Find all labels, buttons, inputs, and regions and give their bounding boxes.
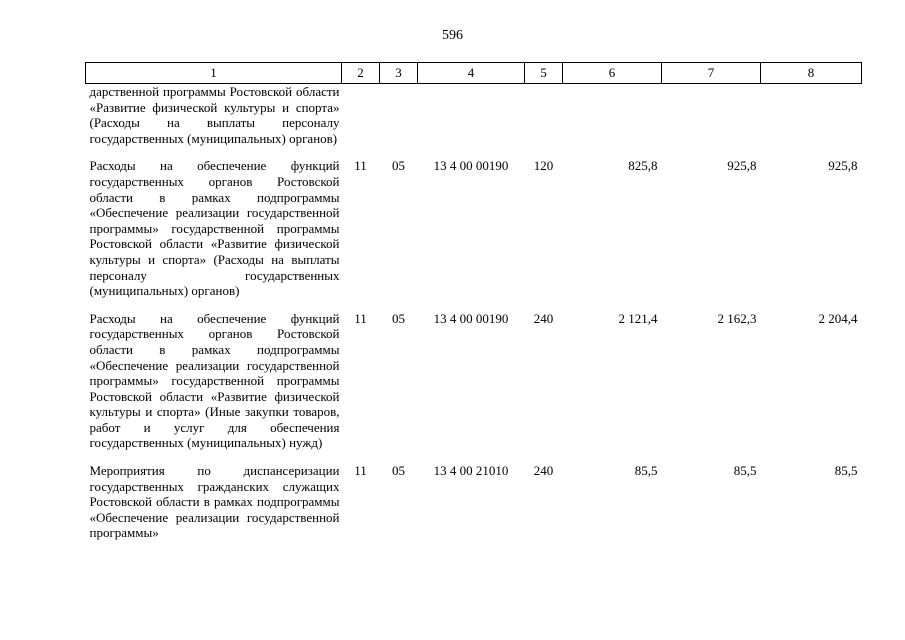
cell-value-7: 925,8 <box>727 158 757 174</box>
row-description: Расходы на обеспечение функций государственных органов Ростовской области в рамках подпрограммы «Обеспечение реализации государственной программы» государственной программы Ростовской области «Развитие физической культуры и спорта» (Расходы на выплаты персоналу государственных (муниципальных) органов) <box>89 158 340 299</box>
cell-value-7 <box>662 84 761 147</box>
cell-target-article: 13 4 00 00190 <box>433 158 509 174</box>
cell-value-8: 2 204,4 <box>818 310 858 326</box>
cell-target-article: 13 4 00 21010 <box>433 463 509 479</box>
table-row <box>86 146 862 298</box>
cell-section: 11 <box>354 310 367 326</box>
table-row <box>86 299 862 451</box>
row-description: дарственной программы Ростовской области «Развитие физической культуры и спорта» (Расходы на выплаты персоналу государственных (муниципальных) органов) <box>89 84 340 146</box>
cell-name <box>86 299 342 451</box>
table-header <box>86 63 862 84</box>
cell-value-8: 925,8 <box>828 158 858 174</box>
header-col-7: 7 <box>662 63 761 84</box>
cell-subsection: 05 <box>392 310 405 326</box>
header-col-6: 6 <box>563 63 662 84</box>
cell-name <box>86 84 342 147</box>
cell-value-6: 85,5 <box>634 463 658 479</box>
cell-value-8 <box>761 84 862 147</box>
header-col-5: 5 <box>525 63 563 84</box>
header-col-2: 2 <box>342 63 380 84</box>
cell-subsection: 05 <box>392 158 405 174</box>
cell-expense-type: 240 <box>533 463 554 479</box>
table-row <box>86 451 862 541</box>
table-body <box>86 84 862 542</box>
header-col-8: 8 <box>761 63 862 84</box>
cell-value-6: 825,8 <box>628 158 658 174</box>
cell-target-article: 13 4 00 00190 <box>433 310 509 326</box>
cell-name <box>86 146 342 298</box>
cell-subsection <box>380 84 418 147</box>
cell-section <box>342 84 380 147</box>
cell-expense-type: 120 <box>533 158 554 174</box>
cell-name <box>86 451 342 541</box>
cell-value-8: 85,5 <box>834 463 858 479</box>
header-col-1: 1 <box>86 63 342 84</box>
cell-value-7: 2 162,3 <box>717 310 757 326</box>
row-description: Мероприятия по диспансеризации государственных гражданских служащих Ростовской области в рамках подпрограммы «Обеспечение реализации государственной программы» <box>89 463 340 541</box>
cell-section: 11 <box>354 158 367 174</box>
header-row <box>86 63 862 84</box>
cell-section: 11 <box>354 463 367 479</box>
cell-value-7: 85,5 <box>733 463 757 479</box>
budget-table <box>85 62 862 541</box>
cell-expense-type <box>525 84 563 147</box>
cell-expense-type: 240 <box>533 310 554 326</box>
header-col-4: 4 <box>418 63 525 84</box>
cell-value-6: 2 121,4 <box>618 310 658 326</box>
table-row <box>86 84 862 147</box>
cell-value-6 <box>563 84 662 147</box>
cell-subsection: 05 <box>392 463 405 479</box>
row-description: Расходы на обеспечение функций государственных органов Ростовской области в рамках подпрограммы «Обеспечение реализации государственной программы» государственной программы Ростовской области «Развитие физической культуры и спорта» (Иные закупки товаров, работ и услуг для обеспечения государственных (муниципальных) нужд) <box>89 310 340 451</box>
page-number: 596 <box>442 28 463 43</box>
cell-target-article <box>418 84 525 147</box>
header-col-3: 3 <box>380 63 418 84</box>
